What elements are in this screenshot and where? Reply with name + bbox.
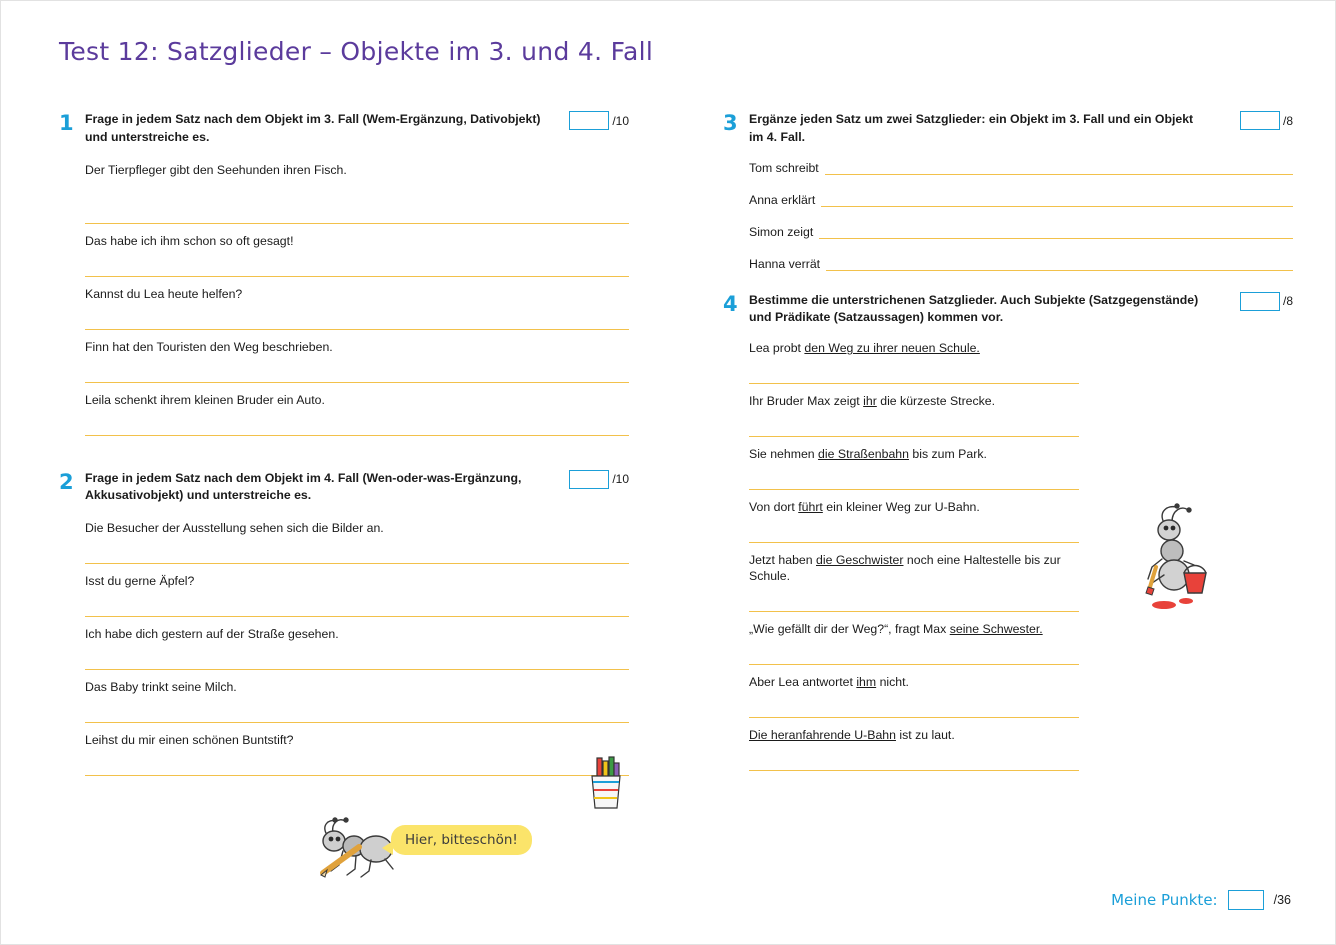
- total-points-max: /36: [1273, 893, 1291, 907]
- points-input[interactable]: [569, 111, 609, 130]
- list-item: [749, 490, 1079, 543]
- exercise-instruction: Frage in jedem Satz nach dem Objekt im 4. Fall (Wen-oder-was-Ergänzung, Akkusativobjekt) und unterstreiche es.: [85, 470, 522, 503]
- list-item: [749, 384, 1079, 437]
- ant-with-pencil-illustration: [301, 813, 411, 896]
- plain-segment: Aber Lea antwortet: [749, 675, 857, 690]
- plain-segment: die kürzeste Strecke.: [876, 394, 996, 409]
- points-max-label: /8: [1282, 113, 1293, 128]
- writing-space[interactable]: [749, 748, 1079, 770]
- list-item: [749, 543, 1079, 612]
- item-sentence: Das habe ich ihm schon so oft gesagt!: [85, 233, 294, 248]
- list-item: [749, 257, 1293, 274]
- writing-space[interactable]: [749, 695, 1079, 717]
- underlined-segment: ihr: [863, 394, 877, 409]
- item-sentence: Die Besucher der Ausstellung sehen sich die Bilder an.: [85, 521, 384, 536]
- exercise-2-items: [85, 521, 629, 776]
- answer-line[interactable]: [826, 270, 1293, 271]
- speech-bubble: Hier, bitteschön!: [391, 825, 532, 855]
- list-item: [85, 330, 629, 383]
- writing-space[interactable]: [749, 642, 1079, 664]
- answer-line[interactable]: [819, 238, 1293, 239]
- underlined-segment: ihm: [856, 675, 877, 690]
- exercise-1-items: [85, 163, 629, 436]
- underlined-segment: den Weg zu ihrer neuen Schule.: [804, 341, 980, 356]
- exercise-2: [59, 470, 629, 777]
- underlined-segment: seine Schwester.: [949, 622, 1043, 637]
- item-sentence: [749, 718, 1079, 748]
- writing-space[interactable]: [85, 700, 629, 722]
- writing-space[interactable]: [85, 307, 629, 329]
- list-item: [749, 161, 1293, 178]
- underlined-segment: die Geschwister: [816, 553, 904, 568]
- plain-segment: ist zu laut.: [895, 728, 955, 743]
- item-sentence: Finn hat den Touristen den Weg beschrieben.: [85, 339, 333, 354]
- list-item: [749, 225, 1293, 242]
- list-item: [85, 617, 629, 670]
- writing-space[interactable]: [749, 414, 1079, 436]
- exercise-3: [723, 111, 1293, 274]
- answer-line: [749, 770, 1079, 771]
- writing-space[interactable]: [749, 467, 1079, 489]
- exercise-number: 2: [59, 469, 74, 494]
- list-item: [749, 437, 1079, 490]
- item-sentence: Der Tierpfleger gibt den Seehunden ihren Fisch.: [85, 162, 347, 177]
- points-input[interactable]: [1240, 292, 1280, 311]
- page-title: Test 12: Satzglieder – Objekte im 3. und 4. Fall: [59, 37, 654, 66]
- writing-space[interactable]: [749, 520, 1079, 542]
- writing-space[interactable]: [85, 254, 629, 276]
- item-sentence-start: Tom schreibt: [749, 160, 819, 175]
- points-box: [1240, 111, 1293, 130]
- points-box: [569, 470, 629, 489]
- writing-space[interactable]: [85, 541, 629, 563]
- list-item: [85, 163, 629, 224]
- exercise-number: 4: [723, 291, 738, 316]
- item-sentence: [749, 665, 1079, 695]
- list-item: [85, 277, 629, 330]
- plain-segment: Ihr Bruder Max zeigt: [749, 394, 864, 409]
- total-points: [1111, 890, 1291, 910]
- list-item: [749, 612, 1079, 665]
- colored-pencils-illustration: [584, 756, 628, 817]
- writing-space[interactable]: [85, 413, 629, 435]
- points-box: [569, 111, 629, 130]
- plain-segment: ein kleiner Weg zur U-Bahn.: [822, 500, 980, 515]
- exercise-number: 3: [723, 111, 738, 135]
- points-max-label: /10: [612, 472, 629, 487]
- points-input[interactable]: [569, 470, 609, 489]
- item-sentence: Leihst du mir einen schönen Buntstift?: [85, 733, 294, 748]
- points-max-label: /8: [1282, 294, 1293, 309]
- points-input[interactable]: [1240, 111, 1280, 130]
- item-sentence: Kannst du Lea heute helfen?: [85, 286, 243, 301]
- item-sentence: Ich habe dich gestern auf der Straße gesehen.: [85, 627, 339, 642]
- item-sentence: [749, 341, 1079, 361]
- item-sentence: [749, 543, 1079, 589]
- total-points-input[interactable]: [1228, 890, 1264, 910]
- exercise-4-items: [749, 341, 1079, 771]
- writing-space[interactable]: [85, 594, 629, 616]
- plain-segment: „Wie gefällt dir der Weg?“, fragt Max: [749, 622, 950, 637]
- answer-line: [85, 435, 629, 436]
- plain-segment: Von dort: [749, 500, 799, 515]
- list-item: [749, 193, 1293, 210]
- list-item: [85, 224, 629, 277]
- item-sentence: Leila schenkt ihrem kleinen Bruder ein Auto.: [85, 392, 325, 407]
- list-item: [85, 723, 629, 776]
- list-item: [749, 718, 1079, 771]
- plain-segment: Lea probt: [749, 341, 805, 356]
- plain-segment: nicht.: [876, 675, 909, 690]
- writing-space[interactable]: [749, 589, 1079, 611]
- exercise-3-items: [749, 161, 1293, 274]
- list-item: [749, 341, 1079, 384]
- list-item: [85, 564, 629, 617]
- exercise-instruction: Frage in jedem Satz nach dem Objekt im 3. Fall (Wem-Ergänzung, Dativobjekt) und unterstreiche es.: [85, 112, 541, 144]
- total-points-label: Meine Punkte:: [1111, 891, 1218, 909]
- writing-space[interactable]: [85, 183, 629, 223]
- item-sentence: Isst du gerne Äpfel?: [85, 574, 195, 589]
- list-item: [85, 521, 629, 564]
- ant-with-bucket-illustration: [1134, 501, 1220, 631]
- exercise-number: 1: [59, 111, 74, 135]
- writing-space[interactable]: [85, 753, 629, 775]
- underlined-segment: die Straßenbahn: [818, 447, 909, 462]
- plain-segment: Jetzt haben: [749, 553, 816, 568]
- plain-segment: Sie nehmen: [749, 447, 819, 462]
- item-sentence-start: Anna erklärt: [749, 192, 816, 207]
- exercise-instruction: Ergänze jeden Satz um zwei Satzglieder: ein Objekt im 3. Fall und ein Objekt im 4. Fall.: [749, 112, 1194, 144]
- writing-space[interactable]: [85, 647, 629, 669]
- exercise-1: [59, 111, 629, 436]
- item-sentence-start: Simon zeigt: [749, 224, 814, 239]
- exercise-instruction: Bestimme die unterstrichenen Satzglieder. Auch Subjekte (Satzgegenstände) und Prädikate (Satzaussagen) kommen vor.: [749, 292, 1199, 325]
- item-sentence: [749, 384, 1079, 414]
- item-sentence: [749, 490, 1079, 520]
- underlined-segment: Die heranfahrende U-Bahn: [749, 728, 896, 743]
- plain-segment: noch eine Haltestelle bis zur Schule.: [749, 553, 1061, 584]
- item-sentence-start: Hanna verrät: [749, 256, 821, 271]
- item-sentence: [749, 437, 1079, 467]
- list-item: [85, 670, 629, 723]
- right-column: [723, 111, 1293, 777]
- left-column: [59, 111, 629, 782]
- answer-line: [85, 775, 629, 776]
- plain-segment: bis zum Park.: [908, 447, 987, 462]
- writing-space[interactable]: [85, 360, 629, 382]
- list-item: [749, 665, 1079, 718]
- item-sentence: [749, 612, 1079, 642]
- underlined-segment: führt: [798, 500, 823, 515]
- item-sentence: Das Baby trinkt seine Milch.: [85, 680, 237, 695]
- points-box: [1240, 292, 1293, 311]
- writing-space[interactable]: [749, 361, 1079, 383]
- answer-line[interactable]: [825, 174, 1293, 175]
- points-max-label: /10: [612, 113, 629, 128]
- answer-line[interactable]: [821, 206, 1293, 207]
- list-item: [85, 383, 629, 436]
